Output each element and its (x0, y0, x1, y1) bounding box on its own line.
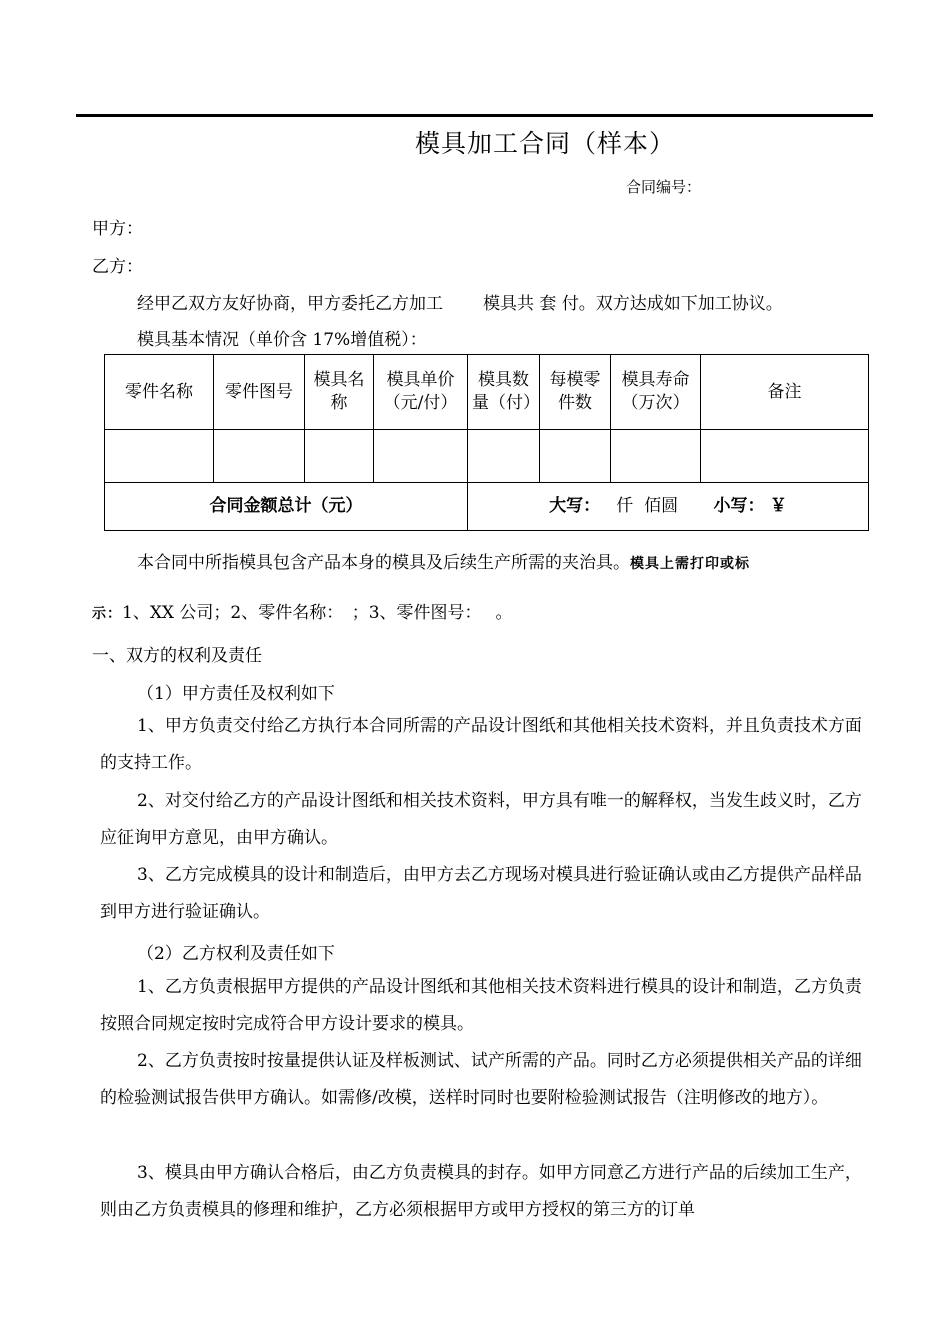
party-a-clause-1: 1、甲方负责交付给乙方执行本合同所需的产品设计图纸和其他相关技术资料，并且负责技术方面的支持工作。 (100, 716, 862, 773)
party-a-clause-2: 2、对交付给乙方的产品设计图纸和相关技术资料，甲方具有唯一的解释权，当发生歧义时，乙方应征询甲方意见，由甲方确认。 (100, 791, 862, 848)
intro-part2: 模具共 (483, 294, 534, 314)
intro-part4: 付。双方达成如下加工协议。 (561, 294, 783, 314)
table-row (105, 430, 869, 483)
header-part-name: 零件名称 (105, 355, 214, 430)
table-cell[interactable] (468, 430, 540, 483)
contract-number-label: 合同编号： (626, 178, 702, 196)
total-amount-values (468, 483, 869, 531)
header-mold-life: 模具寿命（万次） (611, 355, 701, 430)
note-text-1: 本合同中所指模具包含产品本身的模具及后续生产所需的夹治具。 (137, 553, 630, 573)
xiaoxie-label: 小写： (713, 496, 765, 516)
table-cell[interactable] (214, 430, 305, 483)
header-unit-price: 模具单价（元/付） (374, 355, 468, 430)
party-b-label: 乙方： (92, 257, 143, 277)
total-amount-label: 合同金额总计（元） (105, 483, 468, 531)
xiaoxie-value: ￥ (769, 496, 787, 516)
section-heading-1: 一、双方的权利及责任 (92, 646, 262, 666)
party-b-clause-2: 2、乙方负责按时按量提供认证及样板测试、试产所需的产品。同时乙方必须提供相关产品的详细的检验测试报告供甲方确认。如需修/改模，送样时同时也要附检验测试报告（注明修改的地方）。 (100, 1051, 862, 1108)
table-cell[interactable] (540, 430, 611, 483)
table-total-row (105, 483, 869, 531)
party-b-clause-1: 1、乙方负责根据甲方提供的产品设计图纸和其他相关技术资料进行模具的设计和制造，乙方负责按照合同规定按时完成符合甲方设计要求的模具。 (100, 977, 862, 1034)
note-line-2 (92, 598, 512, 623)
header-parts-per-mold: 每模零件数 (540, 355, 611, 430)
subsection-heading-b: （2）乙方权利及责任如下 (137, 944, 335, 964)
table-cell[interactable] (105, 430, 214, 483)
table-caption: 模具基本情况（单价含 17%增值税）： (137, 330, 427, 350)
daxie-value-hundred: 佰圆 (644, 496, 679, 516)
party-a-label: 甲方： (92, 219, 143, 239)
intro-part3: 套 (539, 294, 557, 314)
table-cell[interactable] (701, 430, 869, 483)
note-text-2: 1、XX 公司；2、零件名称： ；3、零件图号： 。 (122, 603, 513, 623)
table-cell[interactable] (374, 430, 468, 483)
table-cell[interactable] (305, 430, 374, 483)
daxie-value-thousand: 仟 (616, 496, 634, 516)
intro-line (137, 289, 783, 314)
header-part-drawing-no: 零件图号 (214, 355, 305, 430)
table-header-row (105, 355, 869, 430)
mold-spec-table (104, 354, 869, 531)
subsection-heading-a: （1）甲方责任及权利如下 (137, 684, 335, 704)
party-b-clause-3: 3、模具由甲方确认合格后，由乙方负责模具的封存。如甲方同意乙方进行产品的后续加工生产，则由乙方负责模具的修理和维护，乙方必须根据甲方或甲方授权的第三方的订单 (100, 1163, 862, 1220)
note-line-1 (137, 548, 750, 573)
header-remarks: 备注 (701, 355, 869, 430)
header-quantity: 模具数量（付） (468, 355, 540, 430)
note-emphasis-1: 模具上需打印或标 (630, 556, 750, 572)
top-rule (76, 114, 873, 117)
party-a-clause-3: 3、乙方完成模具的设计和制造后，由甲方去乙方现场对模具进行验证确认或由乙方提供产品样品到甲方进行验证确认。 (100, 865, 862, 922)
intro-part1: 经甲乙双方友好协商，甲方委托乙方加工 (137, 294, 443, 314)
daxie-label: 大写： (549, 496, 601, 516)
header-mold-name: 模具名称 (305, 355, 374, 430)
table-cell[interactable] (611, 430, 701, 483)
document-title: 模具加工合同（样本） (414, 129, 675, 158)
note-emphasis-2: 示： (92, 606, 122, 622)
